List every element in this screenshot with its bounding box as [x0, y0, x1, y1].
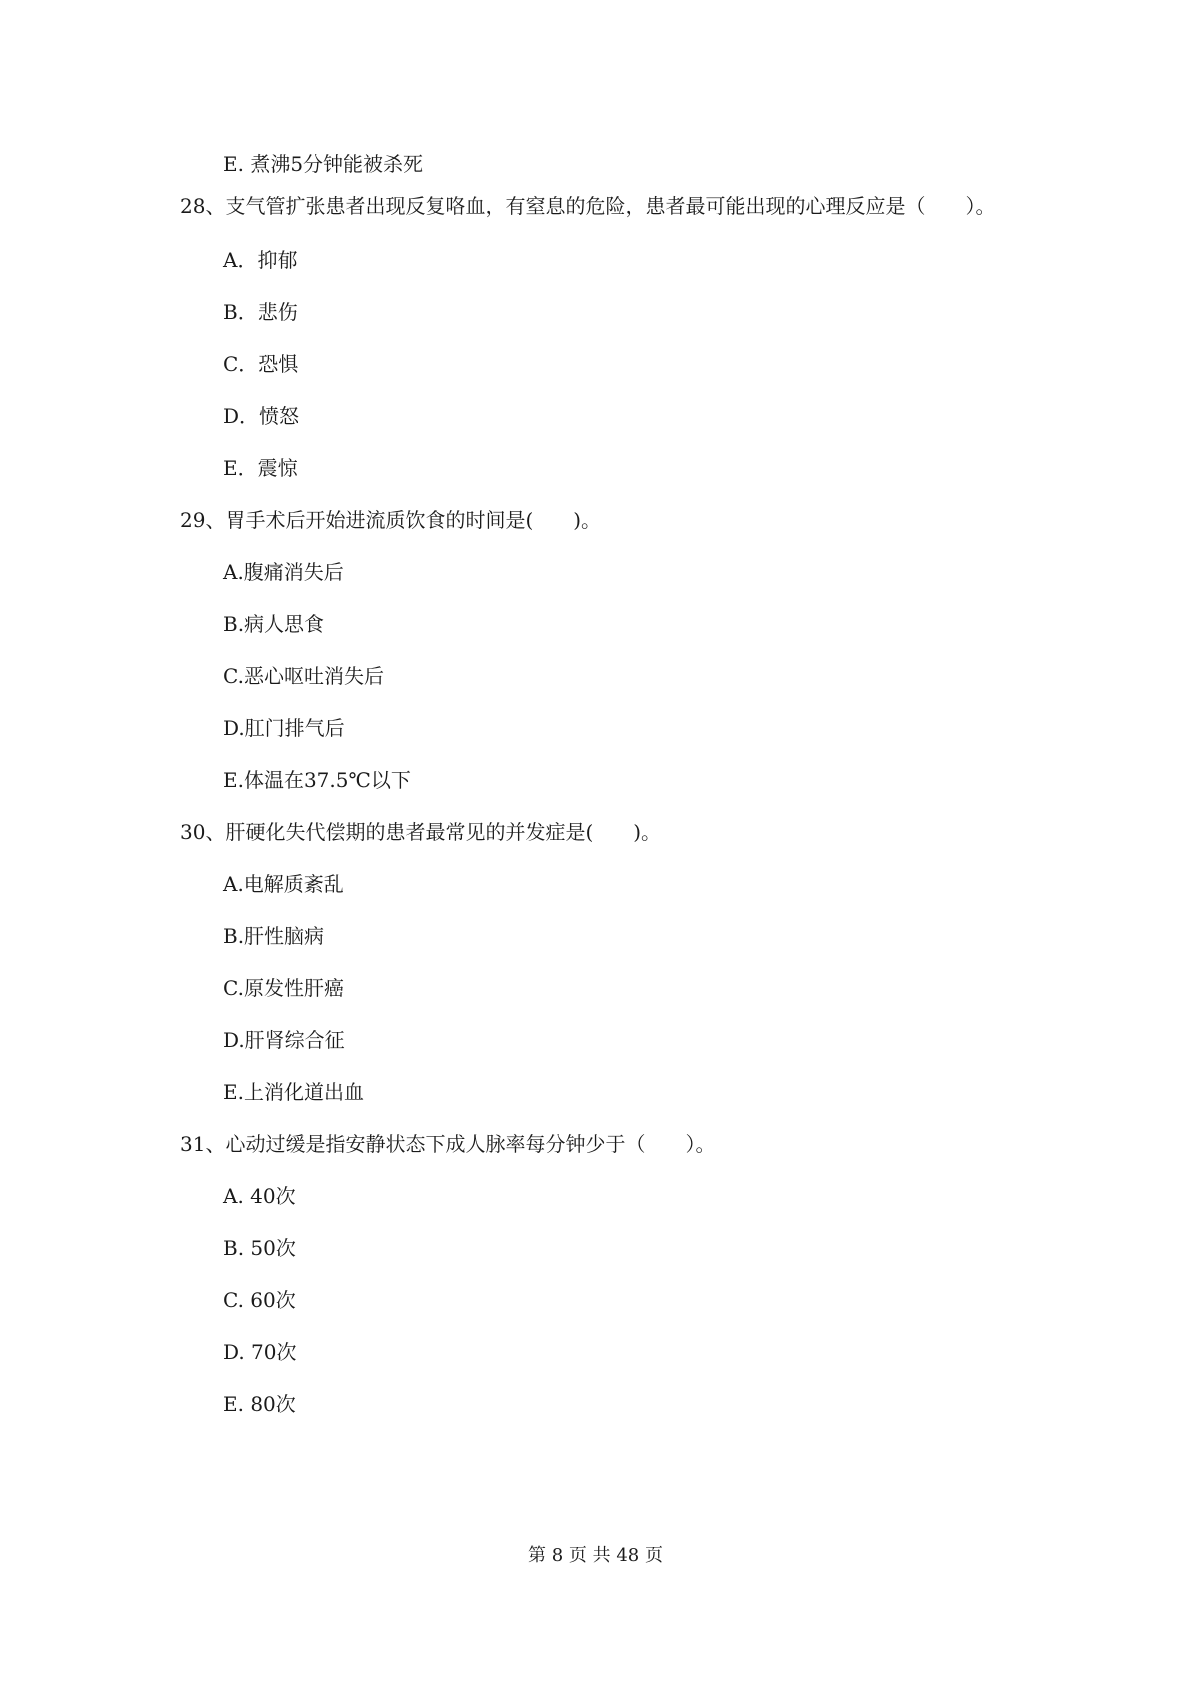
q30-option-e: E.上消化道出血 [223, 1080, 364, 1104]
q29-option-b: B.病人思食 [223, 612, 325, 636]
q29-option-d: D.肛门排气后 [223, 716, 345, 740]
page-footer: 第 8 页 共 48 页 [528, 1545, 663, 1566]
q30-option-c: C.原发性肝癌 [223, 976, 344, 1000]
q30-option-a: A.电解质紊乱 [223, 872, 344, 896]
q31-option-a: A. 40次 [223, 1184, 296, 1208]
q30-option-b: B.肝性脑病 [223, 924, 325, 948]
option-prev-e: E. 煮沸5分钟能被杀死 [223, 152, 424, 176]
q31-option-e: E. 80次 [223, 1392, 296, 1416]
question-31: 31、心动过缓是指安静状态下成人脉率每分钟少于（ ）。 [180, 1132, 716, 1156]
question-29: 29、胃手术后开始进流质饮食的时间是( )。 [180, 508, 602, 532]
q31-option-b: B. 50次 [223, 1236, 296, 1260]
question-30: 30、肝硬化失代偿期的患者最常见的并发症是( )。 [180, 820, 662, 844]
q28-option-c: C．恐惧 [223, 352, 299, 376]
q31-option-d: D. 70次 [223, 1340, 297, 1364]
q28-option-e: E．震惊 [223, 456, 298, 480]
q28-option-d: D．愤怒 [223, 404, 300, 428]
q28-option-a: A．抑郁 [223, 248, 298, 272]
q29-option-e: E.体温在37.5℃以下 [223, 768, 411, 792]
q29-option-a: A.腹痛消失后 [223, 560, 344, 584]
q28-option-b: B．悲伤 [223, 300, 298, 324]
question-28: 28、支气管扩张患者出现反复咯血，有窒息的危险，患者最可能出现的心理反应是（ ）。 [180, 194, 996, 218]
q29-option-c: C.恶心呕吐消失后 [223, 664, 384, 688]
q30-option-d: D.肝肾综合征 [223, 1028, 345, 1052]
q31-option-c: C. 60次 [223, 1288, 296, 1312]
